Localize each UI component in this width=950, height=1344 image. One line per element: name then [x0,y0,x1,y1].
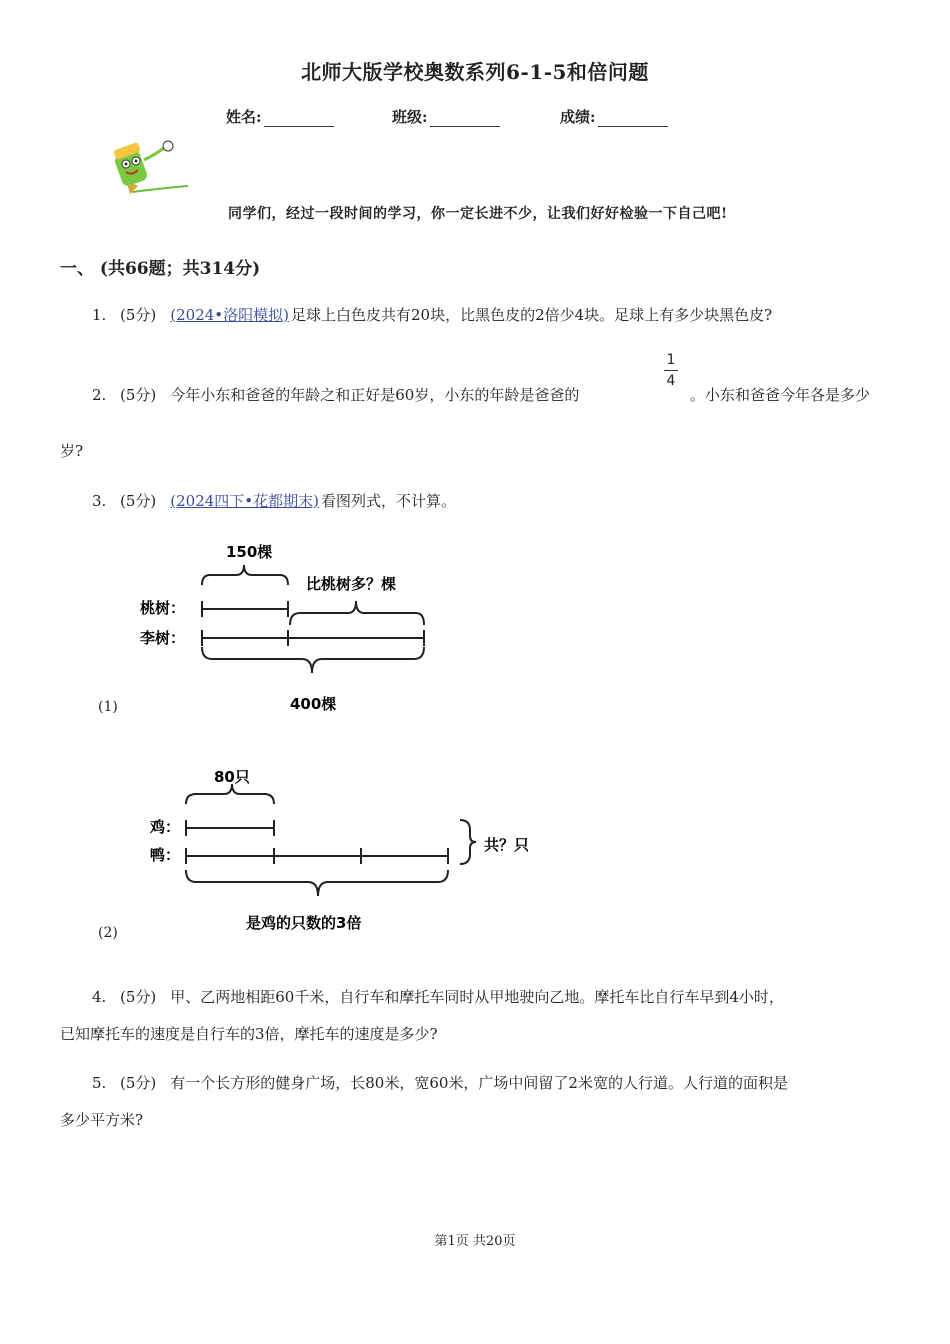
question-2-text-end: 岁? [60,442,84,460]
question-number: 5. [92,1074,107,1092]
diagram2-row2-label: 鸭： [150,846,181,864]
section-heading: 一、 (共66题；共314分) [60,259,261,279]
subquestion-1-label: (1) [98,699,118,715]
class-blank [430,110,500,127]
line-segment-diagram-2 [140,762,550,938]
question-source-link[interactable]: (2024•洛阳模拟) [170,306,289,324]
question-5 [92,1073,788,1093]
question-text: 有一个长方形的健身广场，长80米，宽60米，广场中间留了2米宽的人行道。人行道的面积是 [170,1074,788,1092]
fraction-denominator: 4 [666,373,676,389]
page-title: 北师大版学校奥数系列6-1-5和倍问题 [301,60,649,84]
page-footer: 第1页 共20页 [434,1234,516,1249]
name-label: 姓名: [226,108,262,126]
question-number: 3. [92,492,107,510]
fraction-numerator: 1 [666,352,676,368]
question-score: (5分) [120,1074,157,1092]
diagram1-side-label: 比桃树多？棵 [306,575,397,593]
question-3 [92,491,456,511]
question-5-text-cont: 多少平方米? [60,1111,144,1129]
question-1 [92,305,772,325]
fraction-one-quarter [660,352,682,389]
score-blank [598,110,668,127]
question-text: 足球上白色皮共有20块，比黑色皮的2倍少4块。足球上有多少块黑色皮? [290,306,773,324]
diagram1-row2-label: 李树： [140,629,186,647]
diagram1-total-brace [202,647,424,673]
diagram2-bottom-label: 是鸡的只数的3倍 [246,914,362,932]
diagram2-row1-label: 鸡： [150,818,181,836]
diagram1-row1-label: 桃树： [140,599,186,617]
question-score: (5分) [120,492,157,510]
diagram2-top-label: 80只 [214,768,250,786]
score-label: 成绩: [560,108,596,126]
question-text: 今年小东和爸爸的年龄之和正好是60岁，小东的年龄是爸爸的 [170,386,580,404]
diagram2-side-brace [460,820,476,864]
question-score: (5分) [120,386,157,404]
subquestion-2-label: (2) [98,925,118,941]
score-field [560,106,668,127]
question-number: 2. [92,386,107,404]
question-score: (5分) [120,988,157,1006]
diagram1-more-brace [290,601,424,625]
diagram1-top-label: 150棵 [226,543,273,561]
greeting-text: 同学们，经过一段时间的学习，你一定长进不少，让我们好好检验一下自己吧! [228,206,728,222]
question-2-text-cont: 。小东和爸爸今年各是多少 [690,386,871,404]
question-text: 甲、乙两地相距60千米，自行车和摩托车同时从甲地驶向乙地。摩托车比自行车早到4小时， [170,988,784,1006]
question-4 [92,987,784,1007]
question-number: 1. [92,306,107,324]
diagram2-top-brace [186,784,274,804]
diagram1-bottom-label: 400棵 [290,695,337,713]
class-field [392,106,500,127]
class-label: 班级: [392,108,428,126]
question-source-link[interactable]: (2024四下•花都期末) [170,492,319,510]
diagram1-top-brace [202,565,288,585]
question-text: 看图列式，不计算。 [320,492,456,510]
name-field [226,106,334,127]
question-score: (5分) [120,306,157,324]
diagram2-total-brace [186,870,448,896]
question-4-text-cont: 已知摩托车的速度是自行车的3倍，摩托车的速度是多少? [60,1025,438,1043]
diagram2-side-label: 共？只 [484,836,530,854]
question-2 [92,385,579,405]
question-number: 4. [92,988,107,1006]
pencil-mascot-icon [104,136,194,198]
line-segment-diagram-1 [130,535,440,717]
name-blank [264,110,334,127]
